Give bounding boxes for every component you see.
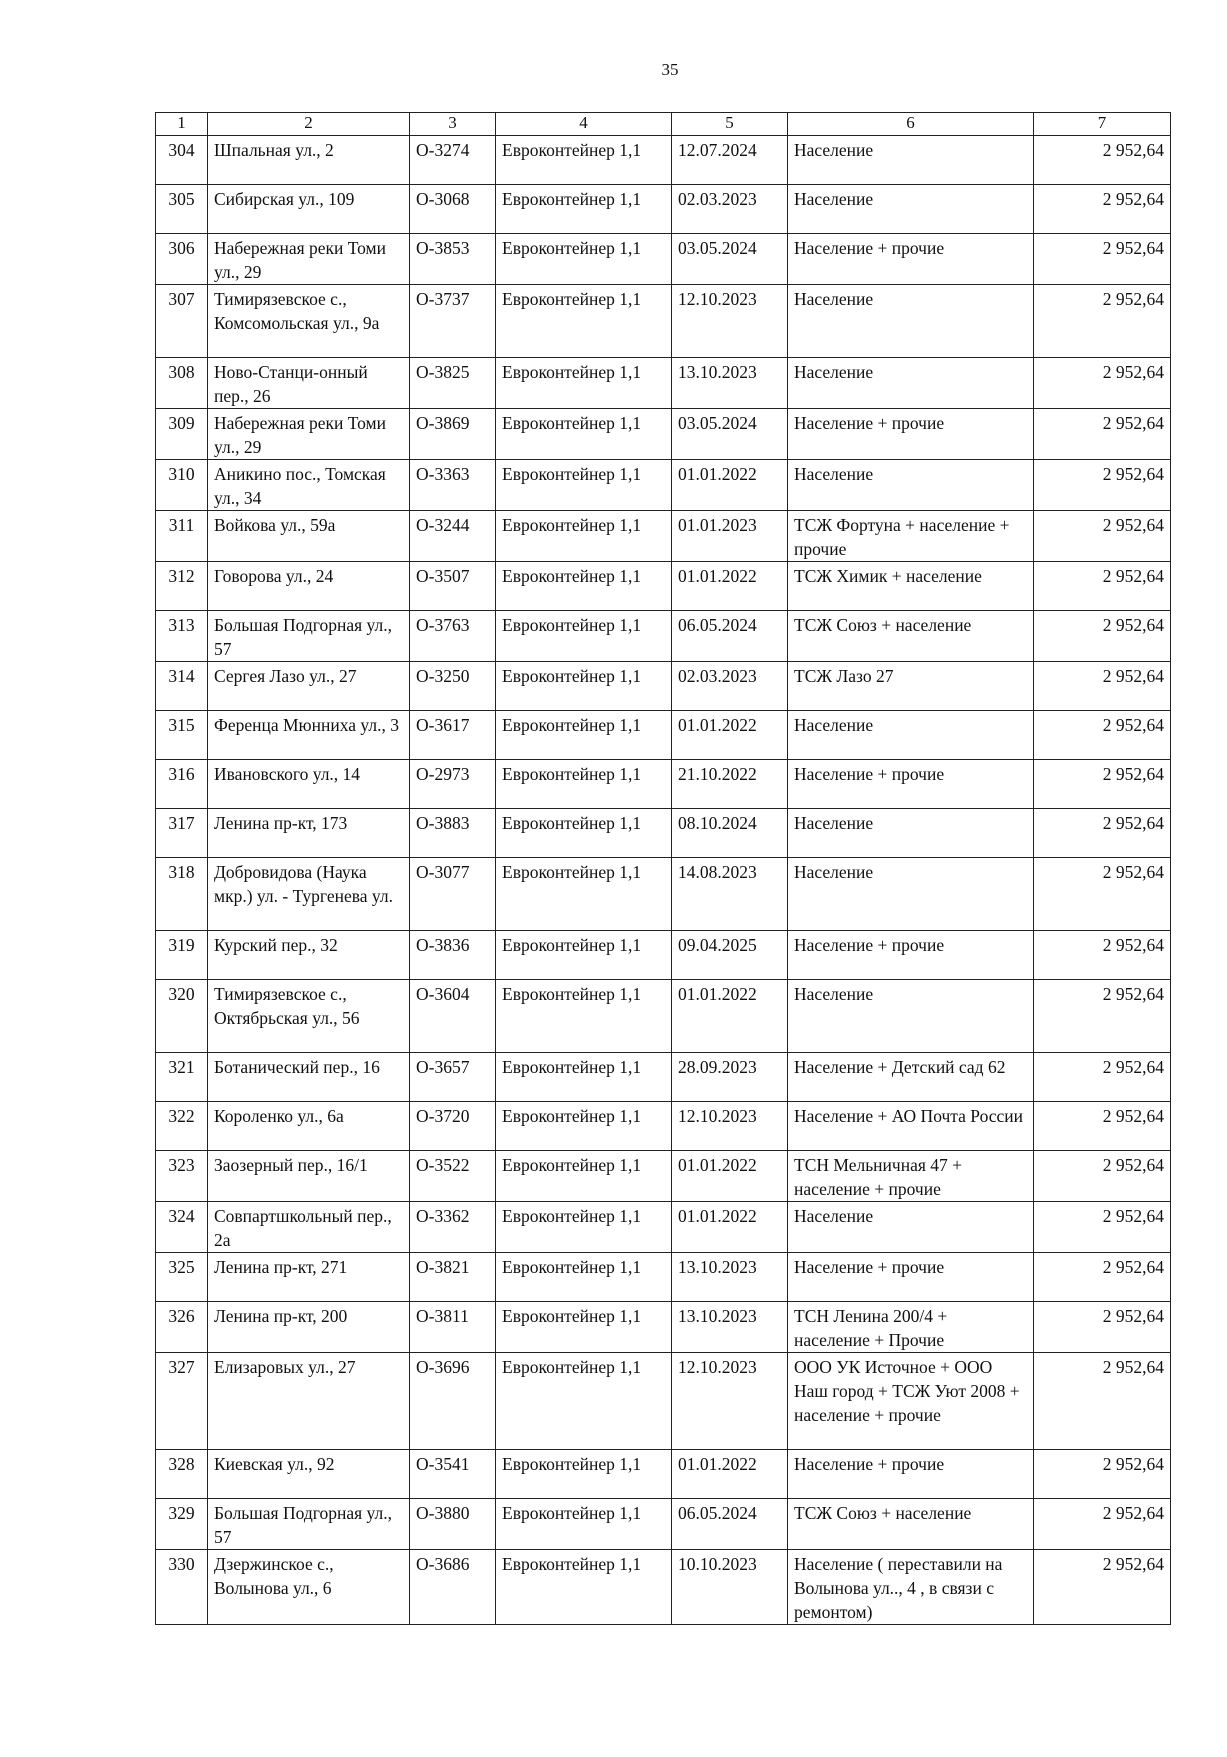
- container-cell: Евроконтейнер 1,1: [496, 358, 672, 409]
- address-cell: Ивановского ул., 14: [208, 760, 410, 809]
- code-cell: О-3853: [410, 234, 496, 285]
- container-cell: Евроконтейнер 1,1: [496, 1151, 672, 1202]
- code-cell: О-3883: [410, 809, 496, 858]
- table-row: [156, 809, 1171, 858]
- code-cell: О-3657: [410, 1053, 496, 1102]
- amount-cell: 2 952,64: [1034, 409, 1171, 460]
- date-cell: 01.01.2022: [672, 1151, 788, 1202]
- owner-cell: Население + прочие: [788, 1253, 1034, 1302]
- address-cell: Шпальная ул., 2: [208, 136, 410, 185]
- owner-cell: Население: [788, 285, 1034, 358]
- table-row: [156, 1253, 1171, 1302]
- address-cell: Елизаровых ул., 27: [208, 1353, 410, 1450]
- row-number: 312: [156, 562, 208, 611]
- amount-cell: 2 952,64: [1034, 358, 1171, 409]
- date-cell: 13.10.2023: [672, 1253, 788, 1302]
- date-cell: 12.10.2023: [672, 1102, 788, 1151]
- code-cell: О-3244: [410, 511, 496, 562]
- owner-cell: Население + прочие: [788, 234, 1034, 285]
- container-cell: Евроконтейнер 1,1: [496, 1550, 672, 1625]
- code-cell: О-3068: [410, 185, 496, 234]
- address-cell: Сергея Лазо ул., 27: [208, 662, 410, 711]
- container-cell: Евроконтейнер 1,1: [496, 409, 672, 460]
- code-cell: О-3362: [410, 1202, 496, 1253]
- owner-cell: ТСЖ Химик + население: [788, 562, 1034, 611]
- date-cell: 02.03.2023: [672, 185, 788, 234]
- address-cell: Тимирязевское с., Комсомольская ул., 9а: [208, 285, 410, 358]
- row-number: 318: [156, 858, 208, 931]
- amount-cell: 2 952,64: [1034, 1102, 1171, 1151]
- row-number: 324: [156, 1202, 208, 1253]
- column-header: 7: [1034, 113, 1171, 136]
- header-row: [156, 113, 1171, 136]
- owner-cell: Население: [788, 711, 1034, 760]
- table-row: [156, 1499, 1171, 1550]
- code-cell: О-3522: [410, 1151, 496, 1202]
- row-number: 316: [156, 760, 208, 809]
- address-cell: Большая Подгорная ул., 57: [208, 1499, 410, 1550]
- address-cell: Большая Подгорная ул., 57: [208, 611, 410, 662]
- table-row: [156, 460, 1171, 511]
- container-cell: Евроконтейнер 1,1: [496, 662, 672, 711]
- column-header: 2: [208, 113, 410, 136]
- table-row: [156, 760, 1171, 809]
- date-cell: 12.10.2023: [672, 1353, 788, 1450]
- table-row: [156, 562, 1171, 611]
- amount-cell: 2 952,64: [1034, 185, 1171, 234]
- code-cell: О-3836: [410, 931, 496, 980]
- table-row: [156, 1353, 1171, 1450]
- address-cell: Тимирязевское с., Октябрьская ул., 56: [208, 980, 410, 1053]
- address-cell: Набережная реки Томи ул., 29: [208, 409, 410, 460]
- address-cell: Ленина пр-кт, 173: [208, 809, 410, 858]
- amount-cell: 2 952,64: [1034, 1151, 1171, 1202]
- table-row: [156, 1053, 1171, 1102]
- address-cell: Добровидова (Наука мкр.) ул. - Тургенева ул.: [208, 858, 410, 931]
- row-number: 326: [156, 1302, 208, 1353]
- registry-table: [155, 112, 1171, 1625]
- row-number: 309: [156, 409, 208, 460]
- date-cell: 21.10.2022: [672, 760, 788, 809]
- address-cell: Ференца Мюнниха ул., 3: [208, 711, 410, 760]
- column-header: 6: [788, 113, 1034, 136]
- date-cell: 03.05.2024: [672, 409, 788, 460]
- amount-cell: 2 952,64: [1034, 136, 1171, 185]
- address-cell: Ленина пр-кт, 271: [208, 1253, 410, 1302]
- date-cell: 06.05.2024: [672, 611, 788, 662]
- amount-cell: 2 952,64: [1034, 285, 1171, 358]
- container-cell: Евроконтейнер 1,1: [496, 611, 672, 662]
- date-cell: 12.10.2023: [672, 285, 788, 358]
- table-row: [156, 409, 1171, 460]
- address-cell: Курский пер., 32: [208, 931, 410, 980]
- row-number: 313: [156, 611, 208, 662]
- amount-cell: 2 952,64: [1034, 511, 1171, 562]
- row-number: 328: [156, 1450, 208, 1499]
- amount-cell: 2 952,64: [1034, 662, 1171, 711]
- table-row: [156, 185, 1171, 234]
- address-cell: Войкова ул., 59а: [208, 511, 410, 562]
- owner-cell: Население: [788, 358, 1034, 409]
- amount-cell: 2 952,64: [1034, 1499, 1171, 1550]
- column-header: 5: [672, 113, 788, 136]
- code-cell: О-3696: [410, 1353, 496, 1450]
- row-number: 319: [156, 931, 208, 980]
- amount-cell: 2 952,64: [1034, 980, 1171, 1053]
- container-cell: Евроконтейнер 1,1: [496, 234, 672, 285]
- amount-cell: 2 952,64: [1034, 1253, 1171, 1302]
- owner-cell: Население: [788, 858, 1034, 931]
- owner-cell: ТСН Ленина 200/4 + население + Прочие: [788, 1302, 1034, 1353]
- container-cell: Евроконтейнер 1,1: [496, 858, 672, 931]
- amount-cell: 2 952,64: [1034, 1550, 1171, 1625]
- table-row: [156, 511, 1171, 562]
- table-row: [156, 1450, 1171, 1499]
- row-number: 329: [156, 1499, 208, 1550]
- container-cell: Евроконтейнер 1,1: [496, 711, 672, 760]
- amount-cell: 2 952,64: [1034, 611, 1171, 662]
- page-number: 35: [661, 60, 679, 79]
- table-row: [156, 285, 1171, 358]
- row-number: 321: [156, 1053, 208, 1102]
- owner-cell: Население + АО Почта России: [788, 1102, 1034, 1151]
- container-cell: Евроконтейнер 1,1: [496, 185, 672, 234]
- container-cell: Евроконтейнер 1,1: [496, 1253, 672, 1302]
- row-number: 311: [156, 511, 208, 562]
- table-row: [156, 1202, 1171, 1253]
- address-cell: Короленко ул., 6а: [208, 1102, 410, 1151]
- date-cell: 03.05.2024: [672, 234, 788, 285]
- container-cell: Евроконтейнер 1,1: [496, 1102, 672, 1151]
- table-body: [156, 136, 1171, 1625]
- container-cell: Евроконтейнер 1,1: [496, 760, 672, 809]
- table-row: [156, 662, 1171, 711]
- address-cell: Дзержинское с., Волынова ул., 6: [208, 1550, 410, 1625]
- owner-cell: ТСЖ Фортуна + население + прочие: [788, 511, 1034, 562]
- date-cell: 01.01.2023: [672, 511, 788, 562]
- amount-cell: 2 952,64: [1034, 460, 1171, 511]
- date-cell: 01.01.2022: [672, 460, 788, 511]
- date-cell: 01.01.2022: [672, 562, 788, 611]
- code-cell: О-3077: [410, 858, 496, 931]
- address-cell: Ново-Станци-онный пер., 26: [208, 358, 410, 409]
- address-cell: Киевская ул., 92: [208, 1450, 410, 1499]
- date-cell: 28.09.2023: [672, 1053, 788, 1102]
- container-cell: Евроконтейнер 1,1: [496, 1450, 672, 1499]
- row-number: 304: [156, 136, 208, 185]
- address-cell: Ленина пр-кт, 200: [208, 1302, 410, 1353]
- address-cell: Ботанический пер., 16: [208, 1053, 410, 1102]
- row-number: 320: [156, 980, 208, 1053]
- table-row: [156, 1550, 1171, 1625]
- container-cell: Евроконтейнер 1,1: [496, 1499, 672, 1550]
- owner-cell: Население: [788, 136, 1034, 185]
- row-number: 315: [156, 711, 208, 760]
- container-cell: Евроконтейнер 1,1: [496, 980, 672, 1053]
- date-cell: 01.01.2022: [672, 1202, 788, 1253]
- owner-cell: Население + прочие: [788, 931, 1034, 980]
- code-cell: О-3880: [410, 1499, 496, 1550]
- code-cell: О-3507: [410, 562, 496, 611]
- table-row: [156, 611, 1171, 662]
- code-cell: О-3825: [410, 358, 496, 409]
- container-cell: Евроконтейнер 1,1: [496, 1202, 672, 1253]
- code-cell: О-3811: [410, 1302, 496, 1353]
- address-cell: Заозерный пер., 16/1: [208, 1151, 410, 1202]
- date-cell: 13.10.2023: [672, 1302, 788, 1353]
- code-cell: О-3821: [410, 1253, 496, 1302]
- date-cell: 01.01.2022: [672, 1450, 788, 1499]
- owner-cell: Население + прочие: [788, 1450, 1034, 1499]
- table-row: [156, 358, 1171, 409]
- amount-cell: 2 952,64: [1034, 1450, 1171, 1499]
- column-header: 3: [410, 113, 496, 136]
- row-number: 305: [156, 185, 208, 234]
- table-row: [156, 711, 1171, 760]
- amount-cell: 2 952,64: [1034, 562, 1171, 611]
- code-cell: О-3869: [410, 409, 496, 460]
- container-cell: Евроконтейнер 1,1: [496, 1353, 672, 1450]
- amount-cell: 2 952,64: [1034, 234, 1171, 285]
- container-cell: Евроконтейнер 1,1: [496, 460, 672, 511]
- date-cell: 09.04.2025: [672, 931, 788, 980]
- address-cell: Говорова ул., 24: [208, 562, 410, 611]
- row-number: 317: [156, 809, 208, 858]
- amount-cell: 2 952,64: [1034, 1202, 1171, 1253]
- address-cell: Сибирская ул., 109: [208, 185, 410, 234]
- table-row: [156, 136, 1171, 185]
- address-cell: Совпартшкольный пер., 2а: [208, 1202, 410, 1253]
- row-number: 323: [156, 1151, 208, 1202]
- code-cell: О-3363: [410, 460, 496, 511]
- date-cell: 10.10.2023: [672, 1550, 788, 1625]
- table-row: [156, 1151, 1171, 1202]
- amount-cell: 2 952,64: [1034, 760, 1171, 809]
- table-row: [156, 1102, 1171, 1151]
- amount-cell: 2 952,64: [1034, 1353, 1171, 1450]
- code-cell: О-3617: [410, 711, 496, 760]
- owner-cell: Население: [788, 460, 1034, 511]
- amount-cell: 2 952,64: [1034, 711, 1171, 760]
- row-number: 322: [156, 1102, 208, 1151]
- container-cell: Евроконтейнер 1,1: [496, 562, 672, 611]
- table-row: [156, 858, 1171, 931]
- row-number: 310: [156, 460, 208, 511]
- code-cell: О-3737: [410, 285, 496, 358]
- row-number: 306: [156, 234, 208, 285]
- row-number: 330: [156, 1550, 208, 1625]
- amount-cell: 2 952,64: [1034, 809, 1171, 858]
- owner-cell: ООО УК Источное + ООО Наш город + ТСЖ Уют 2008 + население + прочие: [788, 1353, 1034, 1450]
- address-cell: Набережная реки Томи ул., 29: [208, 234, 410, 285]
- amount-cell: 2 952,64: [1034, 931, 1171, 980]
- code-cell: О-3720: [410, 1102, 496, 1151]
- owner-cell: Население + Детский сад 62: [788, 1053, 1034, 1102]
- amount-cell: 2 952,64: [1034, 1302, 1171, 1353]
- table-row: [156, 1302, 1171, 1353]
- container-cell: Евроконтейнер 1,1: [496, 285, 672, 358]
- date-cell: 14.08.2023: [672, 858, 788, 931]
- date-cell: 01.01.2022: [672, 980, 788, 1053]
- code-cell: О-3604: [410, 980, 496, 1053]
- owner-cell: Население: [788, 980, 1034, 1053]
- row-number: 307: [156, 285, 208, 358]
- table-row: [156, 234, 1171, 285]
- container-cell: Евроконтейнер 1,1: [496, 511, 672, 562]
- container-cell: Евроконтейнер 1,1: [496, 1302, 672, 1353]
- owner-cell: Население: [788, 809, 1034, 858]
- owner-cell: ТСН Мельничная 47 + население + прочие: [788, 1151, 1034, 1202]
- row-number: 308: [156, 358, 208, 409]
- amount-cell: 2 952,64: [1034, 1053, 1171, 1102]
- table-row: [156, 931, 1171, 980]
- code-cell: О-2973: [410, 760, 496, 809]
- container-cell: Евроконтейнер 1,1: [496, 931, 672, 980]
- table-row: [156, 980, 1171, 1053]
- row-number: 325: [156, 1253, 208, 1302]
- date-cell: 02.03.2023: [672, 662, 788, 711]
- code-cell: О-3686: [410, 1550, 496, 1625]
- container-cell: Евроконтейнер 1,1: [496, 136, 672, 185]
- container-cell: Евроконтейнер 1,1: [496, 1053, 672, 1102]
- owner-cell: Население: [788, 1202, 1034, 1253]
- row-number: 314: [156, 662, 208, 711]
- date-cell: 13.10.2023: [672, 358, 788, 409]
- code-cell: О-3274: [410, 136, 496, 185]
- code-cell: О-3541: [410, 1450, 496, 1499]
- row-number: 327: [156, 1353, 208, 1450]
- code-cell: О-3250: [410, 662, 496, 711]
- date-cell: 06.05.2024: [672, 1499, 788, 1550]
- column-header: 4: [496, 113, 672, 136]
- date-cell: 08.10.2024: [672, 809, 788, 858]
- owner-cell: Население ( переставили на Волынова ул.., 4 , в связи с ремонтом): [788, 1550, 1034, 1625]
- owner-cell: ТСЖ Союз + население: [788, 1499, 1034, 1550]
- address-cell: Аникино пос., Томская ул., 34: [208, 460, 410, 511]
- container-cell: Евроконтейнер 1,1: [496, 809, 672, 858]
- owner-cell: ТСЖ Лазо 27: [788, 662, 1034, 711]
- code-cell: О-3763: [410, 611, 496, 662]
- owner-cell: Население + прочие: [788, 760, 1034, 809]
- owner-cell: ТСЖ Союз + население: [788, 611, 1034, 662]
- date-cell: 12.07.2024: [672, 136, 788, 185]
- amount-cell: 2 952,64: [1034, 858, 1171, 931]
- owner-cell: Население + прочие: [788, 409, 1034, 460]
- column-header: 1: [156, 113, 208, 136]
- owner-cell: Население: [788, 185, 1034, 234]
- date-cell: 01.01.2022: [672, 711, 788, 760]
